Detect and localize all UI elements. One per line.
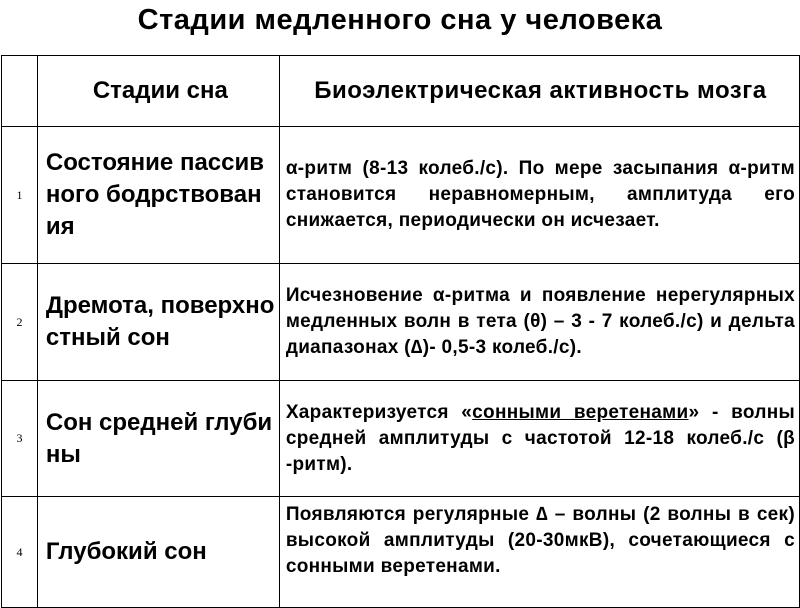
stage-description: [279, 381, 799, 497]
stage-name: Сон средней глубины: [37, 381, 279, 497]
table-header-row: [2, 56, 800, 127]
sleep-spindles-term: сонными веретенами: [472, 401, 689, 423]
header-stage: Стадии сна: [37, 56, 279, 127]
table-row: [2, 127, 800, 264]
table-row: [2, 264, 800, 381]
header-activity: Биоэлектрическая активность мозга: [279, 56, 799, 127]
row-number: 4: [2, 497, 38, 608]
table-row: [2, 381, 800, 497]
stage-name: Глубокий сон: [37, 497, 279, 608]
sleep-stages-table: [1, 55, 800, 608]
desc-text: » - волны средней амплитуды с частотой 12-18 колеб./с (β -ритм).: [285, 401, 795, 475]
row-number: 2: [2, 264, 38, 381]
desc-text: Появляются регулярные ∆ – волны (2 волны в сек) высокой амплитуды (20-30мкВ), сочетающиеся с сонными веретенами.: [285, 504, 795, 577]
stage-description: α-ритм (8-13 колеб./с). По мере засыпания α-ритм становится неравномерным, амплитуда его снижается, периодически он исчезает.: [279, 127, 799, 264]
header-number: [2, 56, 38, 127]
stage-description: [279, 497, 799, 608]
stage-description: Исчезновение α-ритма и появление нерегулярных медленных волн в тета (θ) – 3 - 7 колеб./с) и дельта диапазонах (∆)- 0,5-3 колеб./с).: [279, 264, 799, 381]
desc-text: Характеризуется «: [285, 401, 473, 423]
table-row: [2, 497, 800, 608]
stage-name: Состояние пассивного бодрствования: [37, 127, 279, 264]
row-number: 3: [2, 381, 38, 497]
stage-name: Дремота, поверхностный сон: [37, 264, 279, 381]
page-title: Стадии медленного сна у человека: [137, 4, 663, 36]
row-number: 1: [2, 127, 38, 264]
